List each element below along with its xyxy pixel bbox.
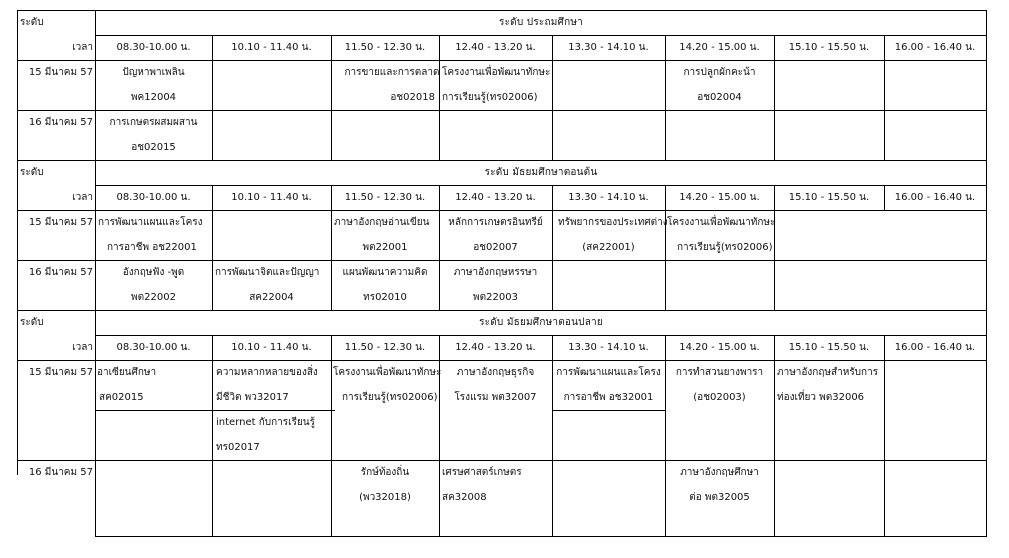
time-slot: 11.50 - 12.30 น. xyxy=(344,342,426,353)
date-label: 15 มีนาคม 57 xyxy=(28,367,93,378)
course-code: สค02015 xyxy=(99,392,144,403)
row-label: ระดับ xyxy=(20,167,44,178)
time-label: เวลา xyxy=(72,192,93,203)
time-slot: 08.30-10.00 น. xyxy=(116,342,191,353)
course-name: อังกฤษฟัง -พูด xyxy=(122,267,185,278)
time-slot: 15.10 - 15.50 น. xyxy=(788,192,870,203)
course-name: ภาษาอังกฤษหรรษา xyxy=(453,267,538,278)
grid-line xyxy=(552,335,553,537)
section-title-primary: ระดับ ประถมศึกษา xyxy=(499,17,583,28)
schedule-table xyxy=(17,10,987,537)
time-slot: 10.10 - 11.40 น. xyxy=(231,192,312,203)
time-slot: 15.10 - 15.50 น. xyxy=(788,342,870,353)
grid-line xyxy=(986,10,987,537)
course-name: ภาษาอังกฤษธุรกิจ xyxy=(456,367,535,378)
course-name: อาเซียนศึกษา xyxy=(97,367,157,378)
grid-line xyxy=(95,185,987,186)
course-code: ทร02010 xyxy=(363,292,407,303)
course-code: การอาชีพ อช32001 xyxy=(563,392,654,403)
course-code: สค32008 xyxy=(442,492,487,503)
course-name: การพัฒนาแผนและโครง xyxy=(98,217,203,228)
time-slot: 13.30 - 14.10 น. xyxy=(568,42,649,53)
course-name: การขายและการตลาด xyxy=(344,67,440,78)
time-slot: 12.40 - 13.20 น. xyxy=(455,342,536,353)
course-code: อช02018 xyxy=(390,92,435,103)
time-slot: 14.20 - 15.00 น. xyxy=(679,342,760,353)
course-code: อช02015 xyxy=(131,142,176,153)
course-name: รักษ์ท้องถิ่น xyxy=(360,467,410,478)
course-name: แผนพัฒนาความคิด xyxy=(342,267,428,278)
date-label: 16 มีนาคม 57 xyxy=(28,467,93,478)
grid-line xyxy=(17,360,987,361)
grid-line xyxy=(439,335,440,537)
course-code: ท่องเที่ยว พต32006 xyxy=(777,392,865,403)
course-code: การเรียนรู้(ทร02006) xyxy=(342,392,438,403)
time-label: เวลา xyxy=(72,342,93,353)
course-name: โครงงานเพื่อพัฒนาทักษะ xyxy=(667,217,776,228)
date-label: 16 มีนาคม 57 xyxy=(28,267,93,278)
time-slot: 13.30 - 14.10 น. xyxy=(568,192,649,203)
grid-line xyxy=(95,335,987,336)
time-slot: 10.10 - 11.40 น. xyxy=(231,342,312,353)
time-slot: 10.10 - 11.40 น. xyxy=(231,42,312,53)
course-name: ปัญหาพาเพลิน xyxy=(122,67,185,78)
time-label: เวลา xyxy=(72,42,93,53)
grid-line xyxy=(17,110,987,111)
time-slot: 12.40 - 13.20 น. xyxy=(455,42,536,53)
grid-line xyxy=(552,410,666,411)
course-code: สค22004 xyxy=(249,292,294,303)
course-code: ต่อ พต32005 xyxy=(689,492,750,503)
course-name: ภาษาอังกฤษศึกษา xyxy=(680,467,759,478)
grid-line xyxy=(212,335,213,537)
grid-line xyxy=(331,335,332,537)
course-name: ความหลากหลายของสิ่ง xyxy=(216,367,318,378)
time-slot: 14.20 - 15.00 น. xyxy=(679,192,760,203)
course-code: (สค22001) xyxy=(582,242,635,253)
time-slot: 16.00 - 16.40 น. xyxy=(894,342,976,353)
grid-line xyxy=(95,536,987,537)
course-name: หลักการเกษตรอินทรีย์ xyxy=(448,217,543,228)
time-slot: 11.50 - 12.30 น. xyxy=(344,42,426,53)
course-code: พค12004 xyxy=(130,92,177,103)
course-name: ทรัพยากรของประเทศต่าง xyxy=(558,217,668,228)
course-name: internet กับการเรียนรู้ xyxy=(216,417,316,428)
course-code: พต22001 xyxy=(362,242,408,253)
time-slot: 11.50 - 12.30 น. xyxy=(344,192,426,203)
course-code: อช02004 xyxy=(697,92,742,103)
course-name: เศรษศาสตร์เกษตร xyxy=(442,467,522,478)
time-slot: 13.30 - 14.10 น. xyxy=(568,342,649,353)
time-slot: 12.40 - 13.20 น. xyxy=(455,192,536,203)
row-label: ระดับ xyxy=(20,17,44,28)
course-name: ภาษาอังกฤษอ่านเขียน xyxy=(334,217,430,228)
course-code: มีชีวิต พว32017 xyxy=(216,392,289,403)
grid-line xyxy=(17,10,18,475)
section-title-upper-secondary: ระดับ มัธยมศึกษาตอนปลาย xyxy=(479,317,603,328)
grid-line xyxy=(17,210,987,211)
date-label: 15 มีนาคม 57 xyxy=(28,217,93,228)
date-label: 16 มีนาคม 57 xyxy=(28,117,93,128)
course-code: พต22003 xyxy=(473,292,518,303)
grid-line xyxy=(17,60,987,61)
grid-line xyxy=(17,10,987,11)
time-slot: 15.10 - 15.50 น. xyxy=(788,42,870,53)
course-code: (พว32018) xyxy=(359,492,411,503)
row-label: ระดับ xyxy=(20,317,44,328)
grid-line xyxy=(17,260,987,261)
section-title-lower-secondary: ระดับ มัธยมศึกษาตอนต้น xyxy=(484,167,598,178)
grid-line xyxy=(884,335,885,537)
time-slot: 16.00 - 16.40 น. xyxy=(894,192,976,203)
course-code: การอาชีพ อช22001 xyxy=(107,242,197,253)
time-slot: 08.30-10.00 น. xyxy=(116,192,191,203)
grid-line xyxy=(95,35,987,36)
course-name: การพัฒนาแผนและโครง xyxy=(556,367,661,378)
time-slot: 16.00 - 16.40 น. xyxy=(894,42,976,53)
course-code: พต22002 xyxy=(131,292,176,303)
grid-line xyxy=(95,410,335,411)
grid-line xyxy=(17,310,987,311)
course-code: การเรียนรู้(ทร02006) xyxy=(677,242,773,253)
course-code: ทร02017 xyxy=(216,442,260,453)
time-slot: 14.20 - 15.00 น. xyxy=(679,42,760,53)
course-name: ภาษาอังกฤษสำหรับการ xyxy=(777,367,879,378)
course-code: อช02007 xyxy=(473,242,518,253)
date-label: 15 มีนาคม 57 xyxy=(28,67,93,78)
course-name: โครงงานเพื่อพัฒนาทักษะ xyxy=(333,367,442,378)
grid-line xyxy=(17,460,987,461)
grid-line xyxy=(665,335,666,537)
time-slot: 08.30-10.00 น. xyxy=(116,42,191,53)
course-code: (อช02003) xyxy=(693,392,746,403)
course-name: โครงงานเพื่อพัฒนาทักษะ xyxy=(442,67,551,78)
course-name: การปลูกผักคะน้า xyxy=(683,67,756,78)
course-name: การพัฒนาจิตและปัญญา xyxy=(215,267,320,278)
grid-line xyxy=(17,160,987,161)
course-code: การเรียนรู้(ทร02006) xyxy=(442,92,538,103)
course-code: โรงแรม พต32007 xyxy=(454,392,537,403)
grid-line xyxy=(774,335,775,537)
course-name: การเกษตรผสมผสาน xyxy=(109,117,198,128)
course-name: การทำสวนยางพารา xyxy=(675,367,764,378)
